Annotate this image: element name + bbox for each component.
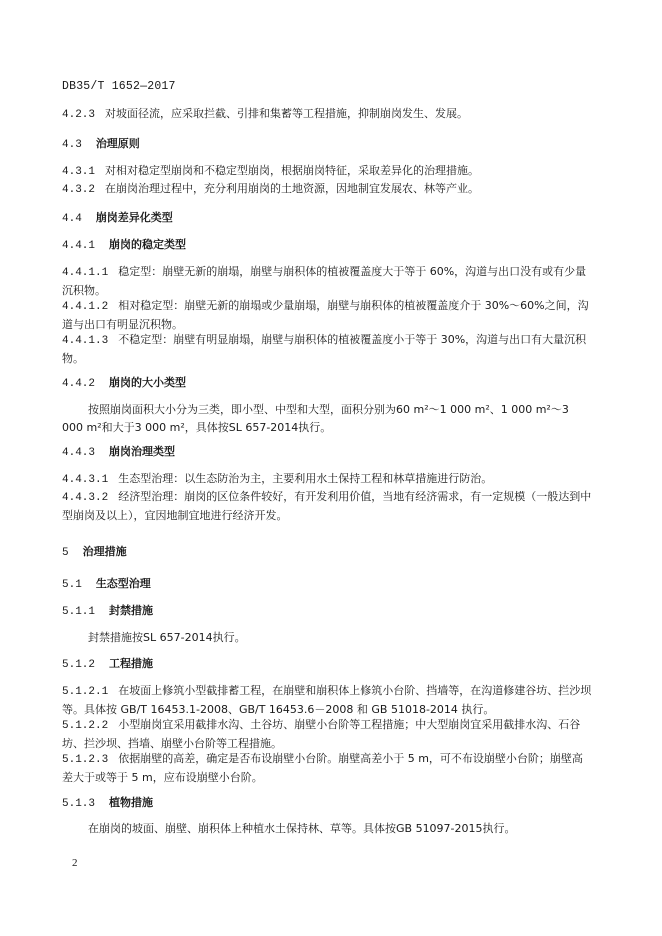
clause-text: 对坡面径流，应采取拦截、引排和集蓄等工程措施，抑制崩岗发生、发展。 xyxy=(105,107,469,120)
clause-4-4-1-3 xyxy=(62,331,592,368)
heading-text: 工程措施 xyxy=(109,657,154,670)
heading-text: 崩岗差异化类型 xyxy=(95,211,173,224)
clause-text: 对相对稳定型崩岗和不稳定型崩岗，根据崩岗特征，采取差异化的治理措施。 xyxy=(105,164,480,177)
clause-number: 4.2.3 xyxy=(62,109,96,121)
clause-text: 不稳定型：崩壁有明显崩塌，崩壁与崩积体的植被覆盖度小于等于 30%，沟道与出口有大量沉积物。 xyxy=(62,333,587,365)
page-number: 2 xyxy=(72,857,78,869)
clause-text: 在坡面上修筑小型截排蓄工程，在崩壁和崩积体上修筑小台阶、挡墙等，在沟道修建谷坊、拦沙坝等。具体按 GB/T 16453.1-2008、GB/T 16453.6－2008 和 GB 51018-2014 执行。 xyxy=(62,684,592,716)
heading-text: 崩岗的大小类型 xyxy=(109,376,187,389)
heading-text: 治理措施 xyxy=(82,545,127,558)
heading-number: 4.4.1 xyxy=(62,240,96,252)
heading-number: 5 xyxy=(62,547,69,559)
heading-number: 5.1.3 xyxy=(62,798,96,810)
clause-number: 4.4.3.1 xyxy=(62,474,109,486)
heading-4-4 xyxy=(62,209,592,228)
clause-4-4-3-1 xyxy=(62,470,592,489)
heading-text: 植物措施 xyxy=(109,796,154,809)
heading-5-1-1 xyxy=(62,602,592,621)
clause-text: 在崩岗治理过程中，充分利用崩岗的土地资源，因地制宜发展农、林等产业。 xyxy=(105,182,480,195)
heading-5-1-2 xyxy=(62,655,592,674)
clause-text: 稳定型：崩壁无新的崩塌，崩壁与崩积体的植被覆盖度大于等于 60%，沟道与出口没有或有少量沉积物。 xyxy=(62,265,587,297)
clause-4-4-1-2 xyxy=(62,297,592,334)
heading-text: 治理原则 xyxy=(95,137,140,150)
clause-number: 4.4.1.2 xyxy=(62,301,109,313)
clause-5-1-2-3 xyxy=(62,750,592,787)
heading-5-1 xyxy=(62,575,592,594)
clause-number: 5.1.2.1 xyxy=(62,686,109,698)
heading-text: 崩岗的稳定类型 xyxy=(109,238,187,251)
clause-4-4-3-2 xyxy=(62,488,592,525)
clause-number: 4.3.1 xyxy=(62,166,96,178)
clause-text: 依据崩壁的高差，确定是否布设崩壁小台阶。崩壁高差小于 5 m，可不布设崩壁小台阶；崩壁高差大于或等于 5 m，应布设崩壁小台阶。 xyxy=(62,752,583,784)
clause-text: 小型崩岗宜采用截排水沟、土谷坊、崩壁小台阶等工程措施；中大型崩岗宜采用截排水沟、石谷坊、拦沙坝、挡墙、崩壁小台阶等工程措施。 xyxy=(62,718,581,750)
heading-4-4-3 xyxy=(62,443,592,462)
heading-5-1-3 xyxy=(62,794,592,813)
heading-5 xyxy=(62,543,592,562)
heading-number: 5.1 xyxy=(62,579,82,591)
heading-number: 4.4.3 xyxy=(62,447,96,459)
clause-4-3-1 xyxy=(62,162,592,181)
clause-text: 生态型治理：以生态防治为主，主要利用水土保持工程和林草措施进行防治。 xyxy=(118,472,493,485)
clause-4-2-3 xyxy=(62,105,592,124)
heading-number: 5.1.2 xyxy=(62,659,96,671)
heading-number: 4.3 xyxy=(62,139,82,151)
heading-4-4-1 xyxy=(62,236,592,255)
paragraph-5-1-3: 在崩岗的坡面、崩壁、崩积体上种植水土保持林、草等。具体按GB 51097-2015执行。 xyxy=(88,822,516,835)
clause-5-1-2-2 xyxy=(62,716,592,753)
clause-number: 5.1.2.3 xyxy=(62,754,109,766)
clause-4-4-1-1 xyxy=(62,263,592,300)
heading-number: 5.1.1 xyxy=(62,606,96,618)
clause-number: 5.1.2.2 xyxy=(62,720,109,732)
heading-number: 4.4 xyxy=(62,213,82,225)
heading-4-3 xyxy=(62,135,592,154)
heading-text: 封禁措施 xyxy=(109,604,154,617)
heading-text: 崩岗治理类型 xyxy=(109,445,176,458)
heading-number: 4.4.2 xyxy=(62,378,96,390)
clause-text: 相对稳定型：崩壁无新的崩塌或少量崩塌，崩壁与崩积体的植被覆盖度介于 30%～60%之间，沟道与出口有明显沉积物。 xyxy=(62,299,589,331)
paragraph-4-4-2: 按照崩岗面积大小分为三类，即小型、中型和大型，面积分别为60 m²～1 000 m²、1 000 m²～3 000 m²和大于3 000 m²，具体按SL 657-2014执行。 xyxy=(62,403,569,434)
clause-5-1-2-1 xyxy=(62,682,592,719)
clause-number: 4.4.3.2 xyxy=(62,492,109,504)
document-code: DB35/T 1652—2017 xyxy=(62,80,176,93)
clause-number: 4.3.2 xyxy=(62,184,96,196)
clause-4-3-2 xyxy=(62,180,592,199)
heading-4-4-2 xyxy=(62,374,592,393)
clause-number: 4.4.1.3 xyxy=(62,335,109,347)
clause-number: 4.4.1.1 xyxy=(62,267,109,279)
paragraph-5-1-1: 封禁措施按SL 657-2014执行。 xyxy=(88,631,246,644)
clause-text: 经济型治理：崩岗的区位条件较好，有开发利用价值，当地有经济需求，有一定规模（一般达到中型崩岗及以上），宜因地制宜地进行经济开发。 xyxy=(62,490,592,522)
heading-text: 生态型治理 xyxy=(95,577,151,590)
